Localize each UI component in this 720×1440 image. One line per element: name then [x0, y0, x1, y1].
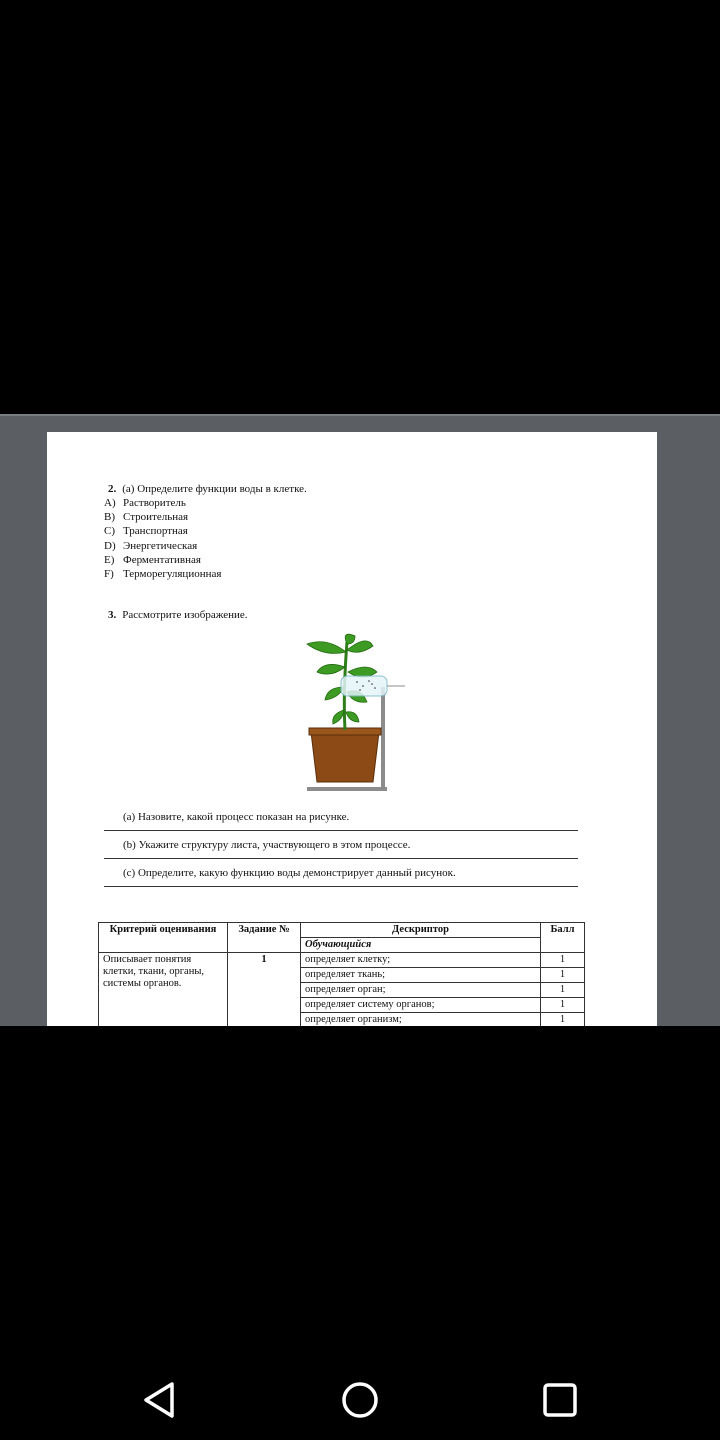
q2-option: [104, 553, 201, 567]
score-cell: 1: [541, 968, 585, 983]
criterion-cell: Описывает понятия клетки, ткани, органы, системы органов.: [99, 953, 228, 1027]
q2-option-text: Энергетическая: [123, 539, 198, 552]
stand-rod: [381, 687, 385, 789]
q2-option-letter: B): [104, 511, 115, 524]
score-cell: 1: [541, 998, 585, 1013]
q2-option: [104, 524, 188, 538]
rubric-body: [99, 953, 585, 1027]
q2-option-letter: C): [104, 525, 115, 538]
q2-option: [104, 567, 221, 581]
learner-subheader: Обучающийся: [301, 938, 541, 953]
descriptor-cell: определяет организм;: [301, 1013, 541, 1027]
header-task: Задание №: [228, 923, 301, 953]
header-score: Балл: [541, 923, 585, 953]
q2-option-text: Ферментативная: [123, 553, 201, 566]
document-page: [47, 432, 657, 1026]
glass-tube: [341, 676, 387, 696]
q3-heading: [108, 608, 248, 622]
back-icon[interactable]: [136, 1376, 184, 1424]
q2-option: [104, 510, 188, 524]
rubric-table: [98, 922, 585, 1026]
navigation-bar: [0, 1360, 720, 1440]
header-criterion: Критерий оценивания: [99, 923, 228, 953]
stand-base: [307, 787, 387, 791]
plant-transpiration-figure: [297, 632, 417, 797]
score-cell: 1: [541, 983, 585, 998]
q2-option-text: Строительная: [123, 511, 189, 524]
descriptor-cell: определяет систему органов;: [301, 998, 541, 1013]
q2-prompt: (a) Определите функции воды в клетке.: [122, 483, 307, 495]
q2-option: [104, 539, 197, 553]
score-cell: 1: [541, 953, 585, 968]
q2-option-text: Транспортная: [123, 525, 188, 538]
descriptor-cell: определяет клетку;: [301, 953, 541, 968]
answer-line: [104, 858, 578, 859]
header-descriptor: Дескриптор: [301, 923, 541, 938]
flower-pot: [311, 732, 379, 782]
q2-option-letter: D): [104, 539, 116, 552]
descriptor-cell: определяет орган;: [301, 983, 541, 998]
q2-option: [104, 496, 186, 510]
answer-line: [104, 886, 578, 887]
q2-option-letter: E): [104, 553, 115, 566]
q2-option-letter: A): [104, 497, 116, 509]
q2-option-letter: F): [104, 568, 114, 580]
q2-option-text: Растворитель: [123, 497, 186, 509]
score-cell: 1: [541, 1013, 585, 1027]
recents-icon[interactable]: [536, 1376, 584, 1424]
home-icon[interactable]: [336, 1376, 384, 1424]
table-row: [99, 953, 585, 968]
q3-part: (a) Назовите, какой процесс показан на рисунке.: [123, 811, 350, 823]
task-number-cell: 1: [228, 953, 301, 1027]
q3-number: 3.: [108, 609, 117, 621]
q2-heading: [108, 482, 307, 496]
document-viewer[interactable]: [0, 414, 720, 1026]
q3-part: (c) Определите, какую функцию воды демонстрирует данный рисунок.: [123, 867, 456, 879]
answer-line: [104, 830, 578, 831]
q3-part: (b) Укажите структуру листа, участвующего в этом процессе.: [123, 839, 411, 851]
descriptor-cell: определяет ткань;: [301, 968, 541, 983]
q2-number: 2.: [108, 483, 117, 495]
viewer-top-divider: [0, 414, 720, 416]
q3-prompt: Рассмотрите изображение.: [122, 609, 248, 621]
q2-option-text: Терморегуляционная: [123, 568, 222, 580]
